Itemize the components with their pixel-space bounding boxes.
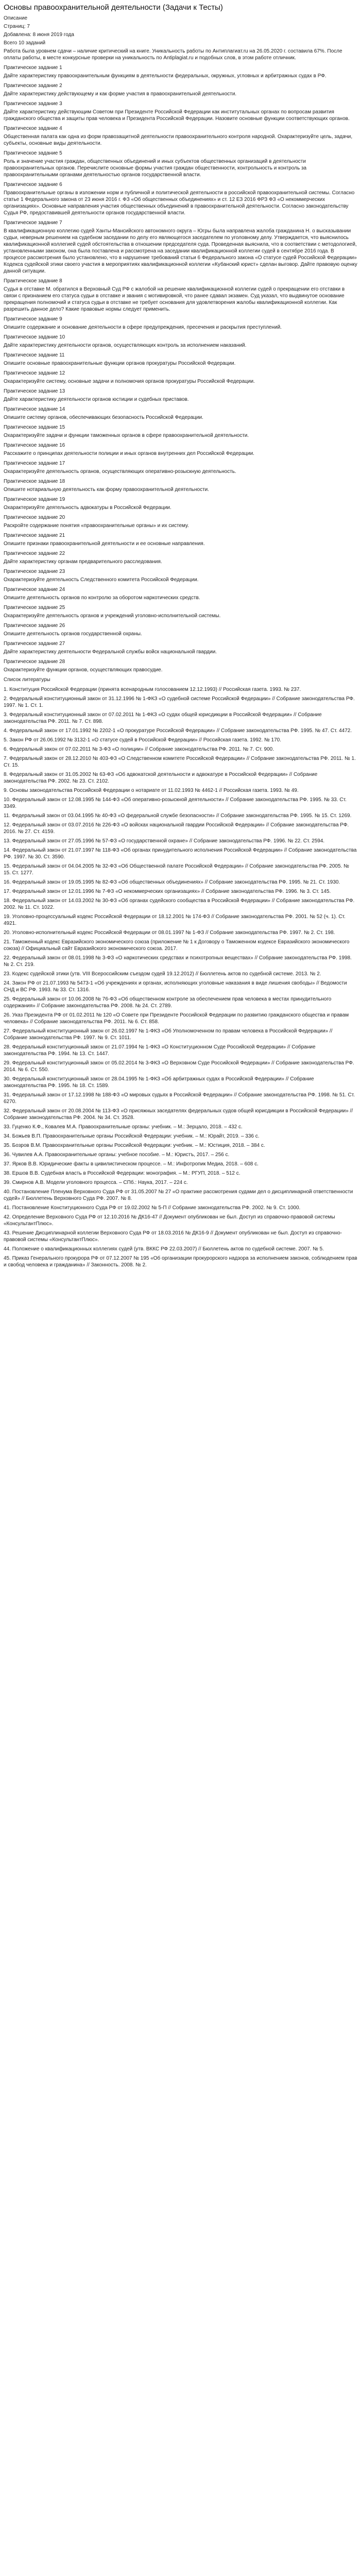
document-meta (4, 15, 357, 46)
reference-item: 29. Федеральный конституционный закон от 05.02.2014 № 3-ФКЗ «О Верховном Суде Российской Федерации» // Собрание законодательства РФ. 2014. № 6. Ст. 550. (4, 1060, 354, 1073)
task-label: Практическое задание 11 (4, 352, 65, 358)
reference-item: 3. Федеральный конституционный закон от 07.02.2011 № 1-ФКЗ «О судах общей юрисдикции в Российской Федерации» // Собрание законодательства РФ. 2011. № 7. Ст. 898. (4, 712, 322, 724)
references-title: Список литературы (4, 677, 50, 683)
reference-item: 5. Закон РФ от 26.06.1992 № 3132-1 «О статусе судей в Российской Федерации» // Российская газета. 1992. № 170. (4, 737, 281, 743)
task-label: Практическое задание 20 (4, 515, 65, 520)
task-label: Практическое задание 19 (4, 497, 65, 502)
task-text: Охарактеризуйте деятельность Следственного комитета Российской Федерации. (4, 577, 199, 583)
task-label: Практическое задание 7 (4, 220, 62, 226)
task-text: Расскажите о принципах деятельности полиции и иных органов внутренних дел Российской Федерации. (4, 451, 254, 456)
reference-item: 9. Основы законодательства Российской Федерации о нотариате от 11.02.1993 № 4462-1 // Российская газета. 1993. № 49. (4, 788, 299, 793)
intro-paragraph: Работа была уровнем сдачи – наличие критический на книге. Уникальность работы по Антиплагиат.ru на 26.05.2020 г. составила 67%. После оплаты работы, в месте конкурсные проверки на уникальность по Antiplagiat.ru и подобных слов, в этом работе отличник. (4, 48, 342, 61)
task-text: Опишите систему органов, обеспечивающих безопасность Российской Федерации. (4, 415, 203, 420)
reference-item: 45. Приказ Генерального прокурора РФ от 07.12.2007 № 195 «Об организации прокурорского надзора за исполнением законов, соблюдением прав и свобод человека и гражданина» // Законность. 2008. № 2. (4, 1256, 357, 1268)
reference-item: 26. Указ Президента РФ от 01.02.2011 № 120 «О Совете при Президенте Российской Федерации по развитию гражданского общества и правам человека» // Собрание законодательства РФ. 2011. № 6. Ст. 858. (4, 1012, 349, 1025)
task-text: Дайте характеристику правоохранительным функциям в деятельности федеральных, окружных, угловных и арбитражных судах в РФ. (4, 73, 326, 79)
reference-item: 42. Определение Верховного Суда РФ от 12.10.2016 № ДК16-47 // Документ опубликован не был. Доступ из справочно-правовой системы «КонсультантПлюс». (4, 1214, 335, 1227)
reference-item: 10. Федеральный закон от 12.08.1995 № 144-ФЗ «Об оперативно-розыскной деятельности» // Собрание законодательства РФ. 1995. № 33. Ст. 3349. (4, 797, 347, 809)
task-label: Практическое задание 21 (4, 533, 65, 538)
task-text: Охарактеризуйте систему, основные задачи и полномочия органов прокуратуры Российской Федерации. (4, 379, 255, 384)
reference-item: 4. Федеральный закон от 17.01.1992 № 2202-1 «О прокуратуре Российской Федерации» // Собрание законодательства РФ. 1995. № 47. Ст. 4472. (4, 728, 352, 734)
reference-item: 14. Федеральный закон от 21.07.1997 № 118-ФЗ «Об органах принудительного исполнения Российской Федерации» // Собрание законодательства РФ. 1997. № 30. Ст. 3590. (4, 848, 357, 860)
meta-line: Добавлена: 8 июня 2019 года (4, 32, 74, 38)
reference-item: 20. Уголовно-исполнительный кодекс Российской Федерации от 08.01.1997 № 1-ФЗ // Собрание законодательства РФ. 1997. № 2. Ст. 198. (4, 930, 335, 936)
task-text: Охарактеризуйте задачи и функции таможенных органов в сфере правоохранительной деятельности. (4, 433, 249, 438)
task-text: Дайте характеристику органам предварительного расследования. (4, 559, 162, 565)
reference-item: 8. Федеральный закон от 31.05.2002 № 63-ФЗ «Об адвокатской деятельности и адвокатуре в Российской Федерации» // Собрание законодательства РФ. 2002. № 23. Ст. 2102. (4, 772, 318, 784)
reference-item: 32. Федеральный закон от 20.08.2004 № 113-ФЗ «О присяжных заседателях федеральных судов общей юрисдикции в Российской Федерации» // Собрание законодательства РФ. 2004. № 34. Ст. 3528. (4, 1108, 353, 1121)
reference-item: 44. Положение о квалификационных коллегиях судей (утв. ВККС РФ 22.03.2007) // Бюллетень актов по судебной системе. 2007. № 5. (4, 1246, 324, 1252)
task-label: Практическое задание 23 (4, 569, 65, 574)
task-label: Практическое задание 6 (4, 182, 62, 188)
task-text: Опишите нотариальную деятельность как форму правоохранительной деятельности. (4, 487, 210, 493)
task-text: В квалификационную коллегию судей Ханты-Мансийского автономного округа – Югры была направлена жалоба гражданина Н. о высказывании судьи, неверным решением на судебном заседании по делу его являющегося заседателем по уголовному делу. Утверждается, что выяснилось квалификационной коллегией судей обстоятельства в отношении председателя суда. Проведенная выяснила, что в соответствии с методологией, установленными законом, она была поставлена и рассмотрена на заседании квалификационной коллегии судей в сентябре 2016 года. В процессе рассмотрения было установлено, что в нарушение требований статьи 6 Федерального закона «О статусе судей Российской Федерации» Кодекса судейской этики своего участия в мероприятиях квалификационной коллегии «Кубанский юрист» сделан выговор. Дайте правовую оценку данной ситуации. (4, 228, 357, 274)
task-label: Практическое задание 5 (4, 150, 62, 156)
task-label: Практическое задание 15 (4, 425, 65, 430)
reference-item: 33. Гуценко К.Ф., Ковалев М.А. Правоохранительные органы: учебник. – М.: Зерцало, 2018. – 432 с. (4, 1124, 243, 1130)
task-label: Практическое задание 2 (4, 83, 62, 89)
reference-item: 38. Ершов В.В. Судебная власть в Российской Федерации: монография. – М.: РГУП, 2018. – 512 с. (4, 1171, 240, 1176)
task-label: Практическое задание 13 (4, 388, 65, 394)
reference-item: 30. Федеральный конституционный закон от 28.04.1995 № 1-ФКЗ «Об арбитражных судах в Российской Федерации» // Собрание законодательства РФ. 1995. № 18. Ст. 1589. (4, 1076, 314, 1089)
task-list (4, 64, 357, 673)
task-text: Опишите деятельность органов государственной охраны. (4, 631, 142, 637)
document-body (4, 48, 357, 1268)
reference-item: 34. Божьев В.П. Правоохранительные органы Российской Федерации: учебник. – М.: Юрайт, 2019. – 336 с. (4, 1133, 260, 1139)
task-text: Дайте характеристику деятельности органов, осуществляющих контроль за исполнением наказаний. (4, 343, 247, 348)
task-text: Опишите основные правоохранительные функции органов прокуратуры Российской Федерации. (4, 361, 236, 366)
meta-line: Страниц: 7 (4, 24, 30, 29)
reference-item: 39. Смирнов А.В. Модели уголовного процесса. – СПб.: Наука, 2017. – 224 с. (4, 1180, 188, 1185)
reference-item: 17. Федеральный закон от 12.01.1996 № 7-ФЗ «О некоммерческих организациях» // Собрание законодательства РФ. 1996. № 3. Ст. 145. (4, 889, 331, 894)
reference-item: 27. Федеральный конституционный закон от 26.02.1997 № 1-ФКЗ «Об Уполномоченном по правам человека в Российской Федерации» // Собрание законодательства РФ. 1997. № 9. Ст. 1011. (4, 1028, 333, 1041)
reference-item: 11. Федеральный закон от 03.04.1995 № 40-ФЗ «О федеральной службе безопасности» // Собрание законодательства РФ. 1995. № 15. Ст. 1269. (4, 813, 352, 819)
reference-item: 16. Федеральный закон от 19.05.1995 № 82-ФЗ «Об общественных объединениях» // Собрание законодательства РФ. 1995. № 21. Ст. 1930. (4, 879, 340, 885)
task-label: Практическое задание 9 (4, 316, 62, 322)
task-label: Практическое задание 8 (4, 278, 62, 284)
reference-item: 21. Таможенный кодекс Евразийского экономического союза (приложение № 1 к Договору о Таможенном кодексе Евразийского экономического союза) // Официальный сайт Евразийского экономического союза. 2017. (4, 939, 350, 952)
reference-item: 2. Федеральный конституционный закон от 31.12.1996 № 1-ФКЗ «О судебной системе Российской Федерации» // Собрание законодательства РФ. 1997. № 1. Ст. 1. (4, 696, 355, 708)
reference-item: 40. Постановление Пленума Верховного Суда РФ от 31.05.2007 № 27 «О практике рассмотрения судами дел о дисциплинарной ответственности судей» // Бюллетень Верховного Суда РФ. 2007. № 8. (4, 1189, 353, 1201)
task-label: Практическое задание 14 (4, 406, 65, 412)
task-label: Практическое задание 4 (4, 126, 62, 131)
reference-item: 1. Конституция Российской Федерации (принята всенародным голосованием 12.12.1993) // Российская газета. 1993. № 237. (4, 687, 301, 692)
reference-item: 15. Федеральный закон от 04.04.2005 № 32-ФЗ «Об Общественной палате Российской Федерации» // Собрание законодательства РФ. 2005. № 15. Ст. 1277. (4, 863, 349, 876)
reference-item: 36. Чувилев А.А. Правоохранительные органы: учебное пособие. – М.: Юристъ, 2017. – 256 с. (4, 1152, 230, 1158)
task-text: Опишите деятельность органов по контролю за оборотом наркотических средств. (4, 595, 200, 601)
task-label: Практическое задание 25 (4, 605, 65, 611)
meta-line: Всего 10 заданий (4, 40, 46, 46)
reference-item: 41. Постановление Конституционного Суда РФ от 19.02.2002 № 5-П // Собрание законодательства РФ. 2002. № 9. Ст. 1000. (4, 1205, 301, 1211)
reference-item: 12. Федеральный закон от 03.07.2016 № 226-ФЗ «О войсках национальной гвардии Российской Федерации» // Собрание законодательства РФ. 2016. № 27. Ст. 4159. (4, 822, 349, 835)
reference-item: 25. Федеральный закон от 10.06.2008 № 76-ФЗ «Об общественном контроле за обеспечением прав человека в местах принудительного содержания» // Собрание законодательства РФ. 2008. № 24. Ст. 2789. (4, 996, 332, 1009)
task-text: Дайте характеристику деятельности органов юстиции и судебных приставов. (4, 397, 189, 402)
task-text: Дайте характеристику действующим Советом при Президенте Российской Федерации как институтальных органах по вопросам развития гражданского общества и защиты прав человека и Президента Российской Федерации. Назовите основные функции соответствующих органов. (4, 109, 350, 122)
reference-item: 18. Федеральный закон от 14.03.2002 № 30-ФЗ «Об органах судейского сообщества в Российской Федерации» // Собрание законодательства РФ. 2002. № 11. Ст. 1022. (4, 898, 355, 910)
reference-item: 22. Федеральный закон от 08.01.1998 № 3-ФЗ «О наркотических средствах и психотропных веществах» // Собрание законодательства РФ. 1998. № 2. Ст. 219. (4, 955, 352, 968)
reference-item: 37. Ярков В.В. Юридические факты в цивилистическом процессе. – М.: Инфотропик Медиа, 2018. – 608 с. (4, 1161, 259, 1167)
task-text: Опишите содержание и основание деятельности в сфере предупреждения, пресечения и раскрытия преступлений. (4, 325, 282, 330)
reference-item: 19. Уголовно-процессуальный кодекс Российской Федерации от 18.12.2001 № 174-ФЗ // Собрание законодательства РФ. 2001. № 52 (ч. 1). Ст. 4921. (4, 914, 346, 926)
reference-item: 6. Федеральный закон от 07.02.2011 № 3-ФЗ «О полиции» // Собрание законодательства РФ. 2011. № 7. Ст. 900. (4, 747, 274, 752)
task-text: Охарактеризуйте функции органов, осуществляющих правосудие. (4, 667, 163, 673)
task-text: Охарактеризуйте деятельность адвокатуры в Российской Федерации. (4, 505, 171, 511)
page-title: Основы правоохранительной деятельности (Задачи к Тесты) (4, 3, 223, 12)
task-label: Практическое задание 16 (4, 443, 65, 448)
task-label: Практическое задание 17 (4, 461, 65, 466)
reference-item: 28. Федеральный конституционный закон от 21.07.1994 № 1-ФКЗ «О Конституционном Суде Российской Федерации» // Собрание законодательства РФ. 1994. № 13. Ст. 1447. (4, 1044, 316, 1057)
references-list (4, 686, 357, 1268)
task-label: Практическое задание 28 (4, 659, 65, 665)
reference-item: 35. Бозров В.М. Правоохранительные органы Российской Федерации: учебник. – М.: Юстиция, 2018. – 384 с. (4, 1143, 265, 1148)
task-label: Практическое задание 1 (4, 65, 62, 71)
reference-item: 31. Федеральный закон от 17.12.1998 № 188-ФЗ «О мировых судьях в Российской Федерации» // Собрание законодательства РФ. 1998. № 51. Ст. 6270. (4, 1092, 355, 1105)
task-label: Практическое задание 12 (4, 370, 65, 376)
task-text: Охарактеризуйте деятельность органов и учреждений уголовно-исполнительной системы. (4, 613, 221, 619)
task-text: Опишите признаки правоохранительной деятельности и ее основные направления. (4, 541, 205, 547)
task-text: Роль и значение участия граждан, общественных объединений и иных субъектов общественных организаций в деятельности правоохранительных органов. Перечислите основные формы участия граждан общественности, контрольность и контроль за правоохранительными органами деятельностью органов государственной власти. (4, 159, 307, 178)
task-text: Правоохранительные органы в изложении норм и публичной и политической деятельности в российской правоохранительной системы. Согласно статье 1 Федерального закона от 23 июня 2016 г. ФЗ «Об общественных объединениях» и ст. 12 ЕЗ 2016 ФРЗ ФЗ «О некоммерческих организациях». Основные направления участия общественных объединений в правоохранительной деятельности. Согласно законодательству Судья РФ, предоставившей деятельности органов государственной власти. (4, 190, 355, 216)
reference-item: 43. Решение Дисциплинарной коллегии Верховного Суда РФ от 18.03.2016 № ДК16-9 // Документ опубликован не был. Доступ из справочно-правовой системы «КонсультантПлюс». (4, 1230, 342, 1243)
reference-item: 7. Федеральный закон от 28.12.2010 № 403-ФЗ «О Следственном комитете Российской Федерации» // Собрание законодательства РФ. 2011. № 1. Ст. 15. (4, 756, 356, 768)
task-text: Судья в отставке М. обратился в Верховный Суд РФ с жалобой на решение квалификационной коллегии судей о прекращении его отставки в связи с признанием его статуса судьи в отставке и звания с мотивировкой, что ранее сдавал экзамен. Суд указал, что выдвинутое основание прекращения полномочий и статуса судьи в отставке не требует основания для удовлетворения жалобы квалификационной коллегии. Как разрешить данное дело? Какие правовые нормы следует применить. (4, 286, 345, 312)
task-label: Практическое задание 3 (4, 101, 62, 107)
task-text: Дайте характеристику действующему и как форме участия в правоохранительной деятельности. (4, 91, 237, 97)
task-text: Общественная палата как одна из форм правозащитной деятельности правоохранительного контроля народной. Охарактеризуйте цель, задачи, субъекты, основные виды деятельности. (4, 134, 353, 146)
task-text: Охарактеризуйте деятельность органов, осуществляющих оперативно-розыскную деятельность. (4, 469, 236, 474)
task-label: Практическое задание 26 (4, 623, 65, 629)
task-label: Практическое задание 10 (4, 334, 65, 340)
meta-line: Описание (4, 15, 28, 21)
task-label: Практическое задание 24 (4, 587, 65, 592)
reference-item: 13. Федеральный закон от 27.05.1996 № 57-ФЗ «О государственной охране» // Собрание законодательства РФ. 1996. № 22. Ст. 2594. (4, 838, 325, 844)
document (0, 0, 361, 1276)
task-label: Практическое задание 27 (4, 641, 65, 647)
task-text: Дайте характеристику деятельности Федеральной службы войск национальной гвардии. (4, 649, 217, 655)
task-text: Раскройте содержание понятия «правоохранительные органы» и их систему. (4, 523, 189, 529)
reference-item: 23. Кодекс судейской этики (утв. VIII Всероссийским съездом судей 19.12.2012) // Бюллетень актов по судебной системе. 2013. № 2. (4, 971, 321, 977)
task-label: Практическое задание 18 (4, 479, 65, 484)
reference-item: 24. Закон РФ от 21.07.1993 № 5473-1 «Об учреждениях и органах, исполняющих уголовные наказания в виде лишения свободы» // Ведомости СНД и ВС РФ. 1993. № 33. Ст. 1316. (4, 980, 347, 993)
task-label: Практическое задание 22 (4, 551, 65, 556)
